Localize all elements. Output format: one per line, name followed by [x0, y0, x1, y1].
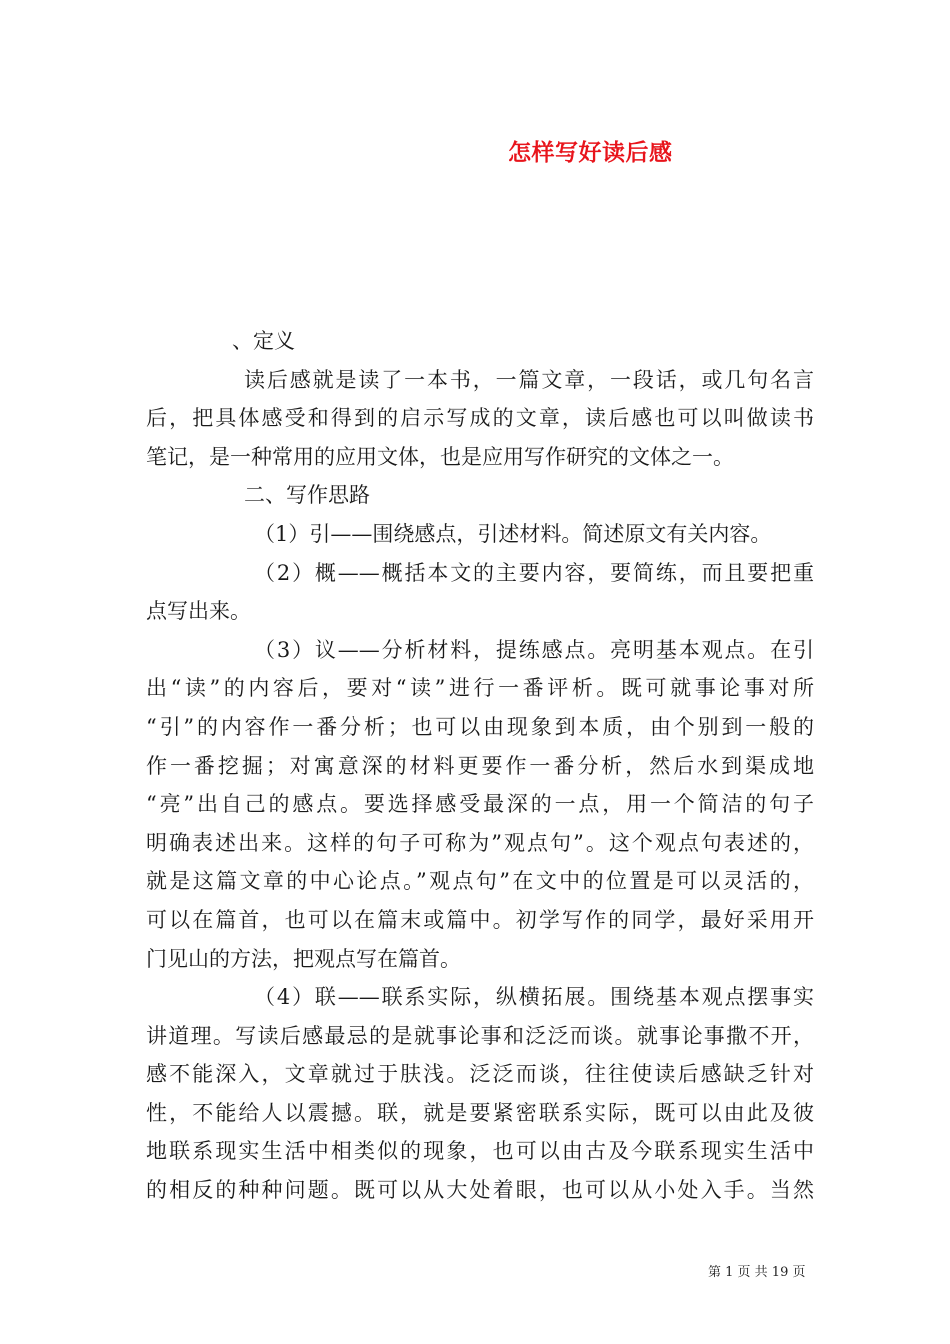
paragraph-line: 感不能深入，文章就过于肤浅。泛泛而谈，往往使读后感缺乏针对: [146, 1062, 814, 1087]
paragraph-line: 地联系现实生活中相类似的现象，也可以由古及今联系现实生活中: [146, 1139, 814, 1164]
paragraph-line: 的相反的种种问题。既可以从大处着眼，也可以从小处入手。当然: [146, 1178, 814, 1203]
paragraph-line: 读后感就是读了一本书，一篇文章，一段话，或几句名言: [244, 367, 814, 392]
page-number: 第 1 页 共 19 页: [708, 1265, 806, 1280]
paragraph-line: 性，不能给人以震撼。联，就是要紧密联系实际，既可以由此及彼: [146, 1100, 814, 1125]
section-heading: 、定义: [232, 329, 295, 353]
paragraph-line: （4）联——联系实际，纵横拓展。围绕基本观点摆事实: [254, 985, 814, 1010]
paragraph-line: 讲道理。写读后感最忌的是就事论事和泛泛而谈。就事论事撒不开，: [146, 1023, 814, 1048]
paragraph-line: 可以在篇首，也可以在篇末或篇中。初学写作的同学，最好采用开: [146, 907, 814, 932]
section-heading: 二、写作思路: [244, 483, 370, 508]
paragraph-line: “引”的内容作一番分析；也可以由现象到本质，由个别到一般的: [146, 714, 814, 739]
paragraph-line: 明确表述出来。这样的句子可称为”观点句”。这个观点句表述的，: [146, 830, 814, 855]
paragraph-line: “亮”出自己的感点。要选择感受最深的一点，用一个简洁的句子: [146, 792, 814, 817]
document-title: 怎样写好读后感: [508, 139, 673, 166]
paragraph-line: 后，把具体感受和得到的启示写成的文章，读后感也可以叫做读书: [146, 406, 814, 431]
paragraph-line: 作一番挖掘；对寓意深的材料更要作一番分析，然后水到渠成地: [146, 753, 814, 778]
paragraph-line: 就是这篇文章的中心论点。”观点句”在文中的位置是可以灵活的，: [146, 869, 814, 894]
document-body: [146, 322, 814, 1210]
paragraph-line: 点写出来。: [146, 599, 251, 624]
paragraph-line: 笔记，是一种常用的应用文体，也是应用写作研究的文体之一。: [146, 444, 734, 469]
paragraph-line: （3）议——分析材料，提练感点。亮明基本观点。在引: [254, 637, 814, 662]
paragraph-line: （2）概——概括本文的主要内容，要简练，而且要把重: [254, 560, 814, 585]
paragraph-line: （1）引——围绕感点，引述材料。简述原文有关内容。: [254, 521, 772, 546]
paragraph-line: 门见山的方法，把观点写在篇首。: [146, 946, 461, 971]
paragraph-line: 出“读”的内容后，要对“读”进行一番评析。既可就事论事对所: [146, 676, 814, 701]
